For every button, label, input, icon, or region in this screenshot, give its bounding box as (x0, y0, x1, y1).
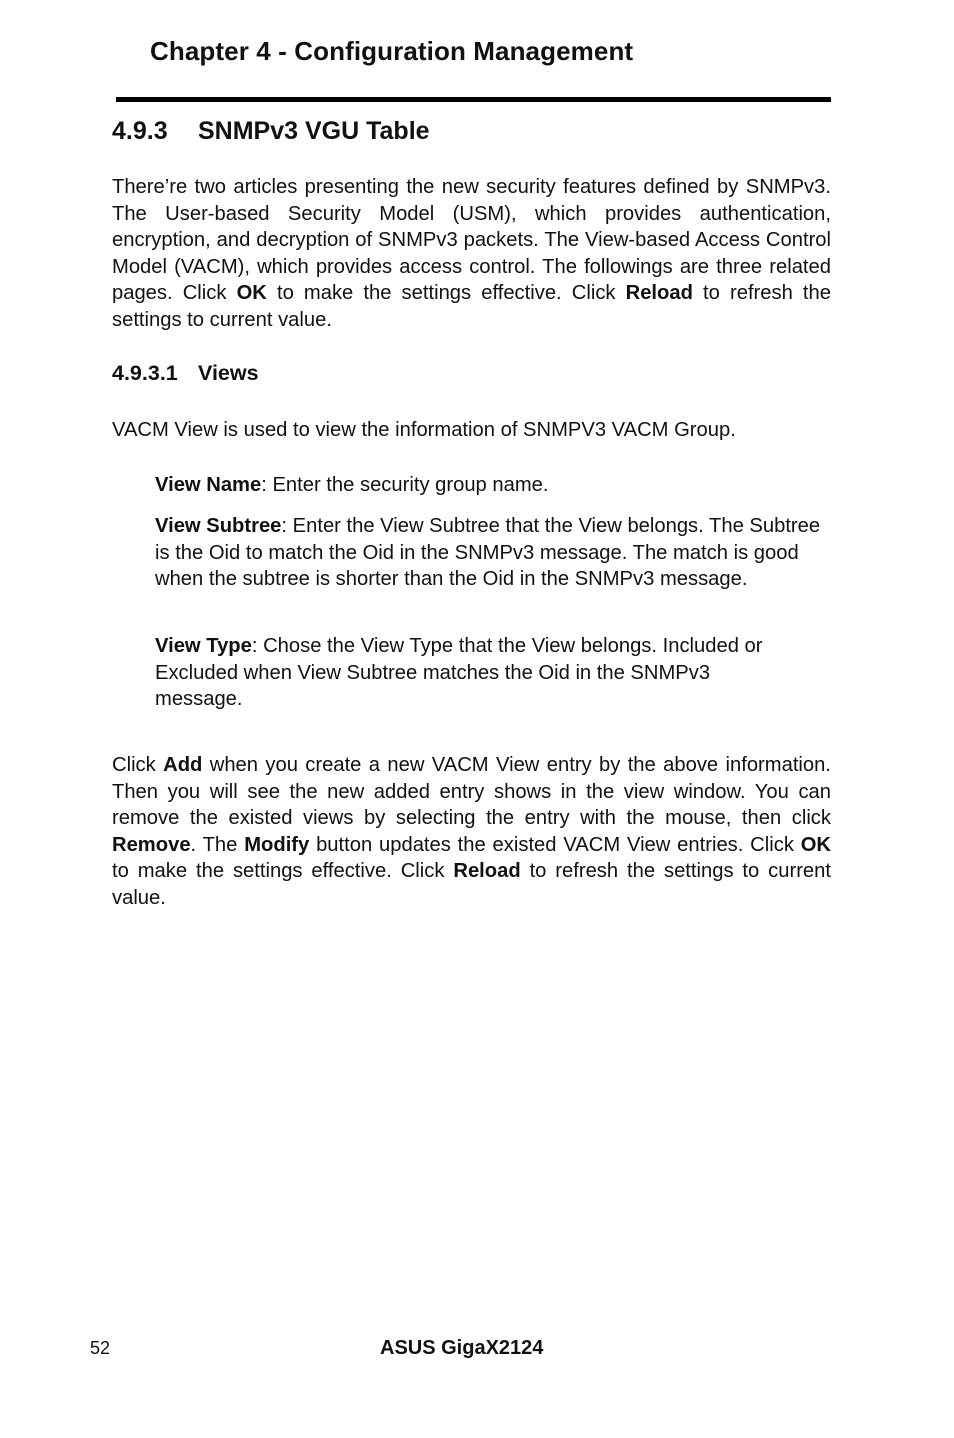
intro-reload-term: Reload (625, 282, 693, 304)
intro-text: There’re two articles presenting the new security features defined by SNMPv3. The User-based Security Model (USM), which provides authentication, encryption, and decryption of SNMPv3 packets. The View-based Access Control Model (VACM), which provides access control. The followings are three related pages. Click (112, 176, 831, 304)
closing-text: Click (112, 754, 164, 776)
field-text: : Chose the View Type that the View belongs. Included or Excluded when View Subtree matches the Oid in the SNMPv3 message. (155, 635, 763, 710)
header-rule (116, 97, 831, 102)
closing-text: button updates the existed VACM View entries. Click (309, 833, 801, 856)
intro-text: to make the settings effective. Click (266, 282, 626, 304)
subsection-number: 4.9.3.1 (112, 361, 178, 385)
intro-paragraph (112, 174, 831, 333)
field-view-type (155, 633, 795, 713)
subsection-heading (112, 361, 259, 386)
closing-text: to make the settings effective. Click (112, 860, 454, 882)
closing-add-term: Add (163, 754, 203, 776)
intro-ok-term: OK (236, 282, 267, 304)
closing-text: . The (190, 833, 245, 856)
footer-product: ASUS GigaX2124 (380, 1337, 544, 1359)
intro-text: to refresh the settings to current value. (112, 282, 831, 331)
closing-reload-term: Reload (453, 860, 521, 882)
section-number: 4.9.3 (112, 117, 168, 145)
field-view-subtree (155, 513, 831, 593)
subsection-title: Views (198, 361, 259, 385)
section-heading (112, 117, 430, 146)
field-label: View Subtree (155, 515, 282, 537)
views-description: VACM View is used to view the information of SNMPV3 VACM Group. (112, 419, 736, 441)
closing-remove-term: Remove (112, 833, 191, 856)
page-number: 52 (90, 1338, 111, 1358)
closing-modify-term: Modify (244, 833, 310, 856)
closing-ok-term: OK (800, 833, 832, 856)
chapter-title: Chapter 4 - Configuration Management (150, 36, 634, 66)
field-label: View Name (155, 474, 262, 496)
field-label: View Type (155, 635, 252, 657)
field-text: : Enter the View Subtree that the View belongs. The Subtree is the Oid to match the Oid in the SNMPv3 message. The match is good when the subtree is shorter than the Oid in the SNMPv3 message. (155, 515, 821, 590)
closing-text: to refresh the settings to current value. (112, 860, 831, 909)
section-title: SNMPv3 VGU Table (198, 117, 430, 145)
closing-paragraph (112, 752, 831, 911)
field-text: : Enter the security group name. (261, 474, 549, 496)
field-view-name (155, 472, 831, 499)
closing-text: when you create a new VACM View entry by the above information. Then you will see the new added entry shows in the view window. You can remove the existed views by selecting the entry with the mouse, then click (112, 754, 831, 829)
